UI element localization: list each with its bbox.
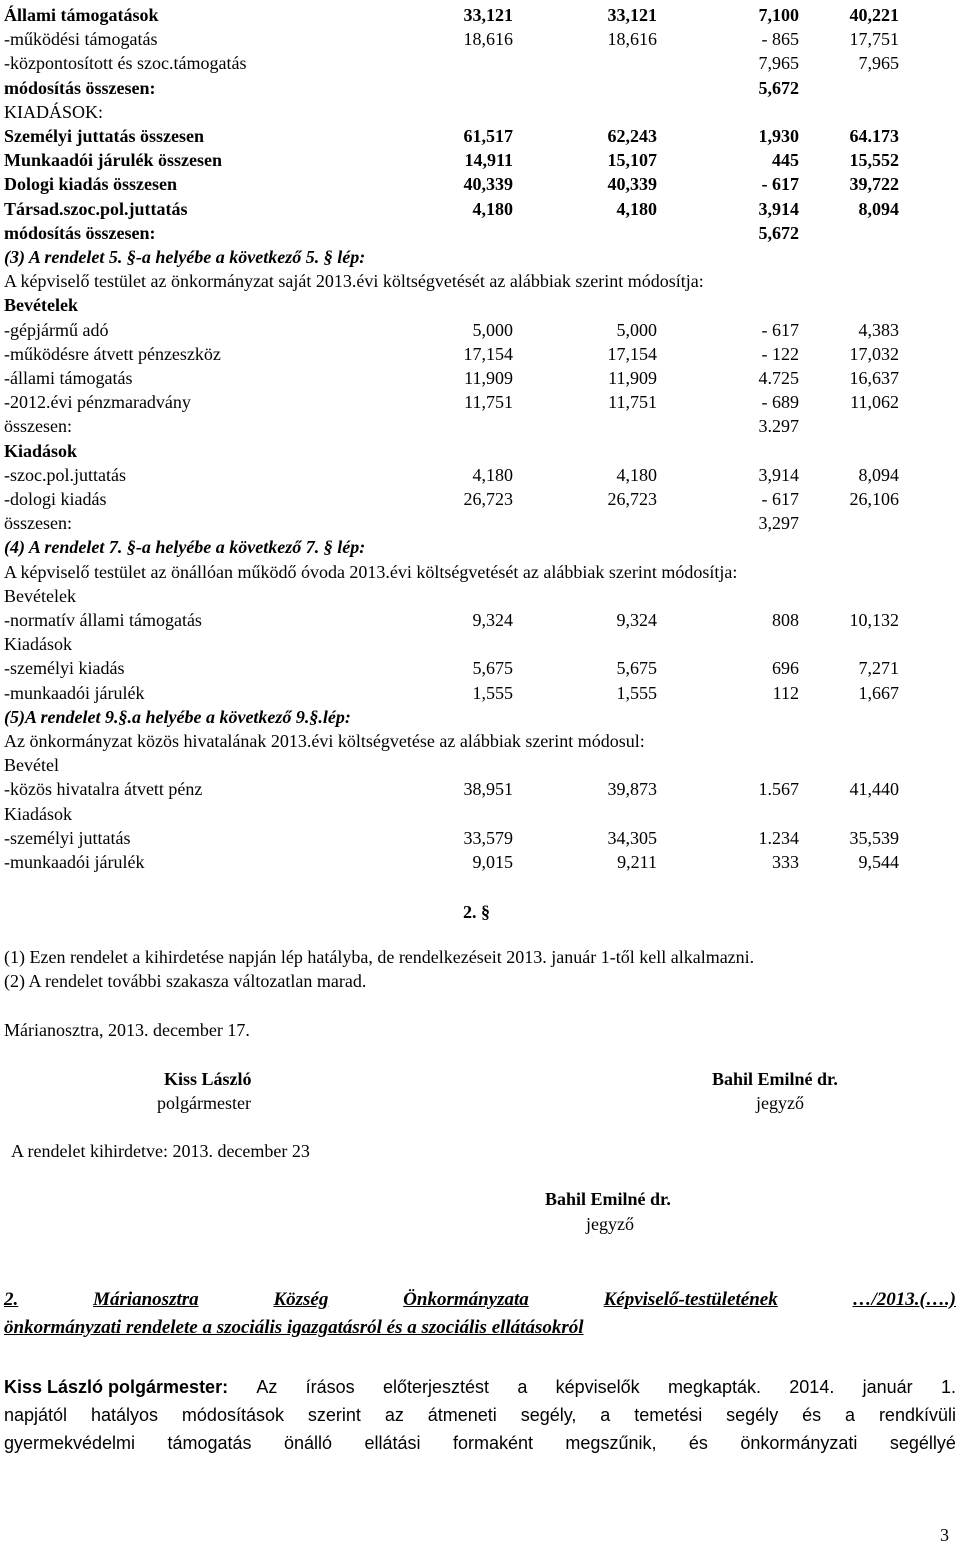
table-row-label: -közös hivatalra átvett pénz [4,779,203,799]
table-row-label: Az önkormányzat közös hivatalának 2013.évi költségvetése az alábbiak szerint módosul: [4,731,645,751]
word: támogatás [167,1433,252,1453]
word: Önkormányzata [403,1289,529,1310]
word: a [845,1405,856,1425]
table-cell-value: 61,517 [463,126,513,146]
table-row-label: A képviselő testület az önállóan működő óvoda 2013.évi költségvetését az alábbiak szerint módosítja: [4,562,738,582]
speech-line3 [4,1433,956,1453]
word: és [802,1405,822,1425]
word: Az [256,1377,278,1397]
table-row-label: -működési támogatás [4,29,158,49]
table-cell-value: 1,555 [472,683,513,703]
word: január [862,1377,913,1397]
table-cell-value: 3.297 [758,416,799,436]
table-row-label: Állami támogatások [4,5,159,25]
page-number: 3 [940,1525,949,1545]
table-cell-value: 7,965 [758,53,799,73]
table-row-label: A képviselő testület az önkormányzat saját 2013.évi költségvetését az alábbiak szerint módosítja: [4,271,704,291]
table-row-label: (4) A rendelet 7. §-a helyébe a következő 7. § lép: [4,537,366,557]
word: napjától [4,1405,68,1425]
word: segély, [520,1405,577,1425]
signature-right-title: jegyző [756,1093,804,1113]
table-row-label: -gépjármű adó [4,320,109,340]
signature2-name: Bahil Emilné dr. [545,1189,671,1209]
table-cell-value: 4,180 [616,465,657,485]
table-cell-value: 1.234 [758,828,799,848]
table-cell-value: 1,555 [616,683,657,703]
paragraph-1: (1) Ezen rendelet a kihirdetése napján lép hatályba, de rendelkezéseit 2013. január 1-től kell alkalmazni. [4,947,755,967]
word: módosítások [181,1405,284,1425]
table-row-label: Kiadások [4,804,72,824]
table-cell-value: 7,100 [758,5,799,25]
table-cell-value: 26,106 [849,489,899,509]
table-cell-value: 1,930 [758,126,799,146]
table-cell-value: 17,032 [849,344,899,364]
table-cell-value: 26,723 [463,489,513,509]
table-cell-value: 5,672 [758,78,799,98]
word: megszűnik, [565,1433,657,1453]
table-cell-value: 1,667 [858,683,899,703]
word: Márianosztra [93,1289,199,1310]
word: a [517,1377,528,1397]
table-cell-value: 17,751 [849,29,899,49]
word: az [384,1405,404,1425]
word: segély [726,1405,779,1425]
table-cell-value: - 865 [761,29,799,49]
word: átmeneti [427,1405,497,1425]
table-row-label: -állami támogatás [4,368,133,388]
table-cell-value: 808 [772,610,799,630]
table-cell-value: 14,911 [464,150,513,170]
word: szerint [307,1405,361,1425]
table-cell-value: 41,440 [849,779,899,799]
word: …/2013.(….) [852,1289,956,1310]
table-cell-value: 4,383 [858,320,899,340]
table-cell-value: 11,062 [850,392,899,412]
table-cell-value: 15,107 [607,150,657,170]
word: Képviselő-testületének [603,1289,778,1310]
table-cell-value: 9,324 [616,610,657,630]
table-row-label: Kiadások [4,634,72,654]
table-row-label: Bevétel [4,755,59,775]
table-cell-value: 5,672 [758,223,799,243]
table-cell-value: 34,305 [607,828,657,848]
table-cell-value: 10,132 [849,610,899,630]
table-cell-value: 11,751 [608,392,657,412]
table-cell-value: - 617 [761,174,799,194]
table-row-label: Személyi juttatás összesen [4,126,204,146]
table-cell-value: 696 [772,658,799,678]
table-cell-value: 4,180 [616,199,657,219]
table-cell-value: 4.725 [758,368,799,388]
word: 2014. [789,1377,835,1397]
table-cell-value: 9,211 [617,852,657,872]
table-cell-value: 18,616 [463,29,513,49]
table-row-label: Társad.szoc.pol.juttatás [4,199,188,219]
table-cell-value: 39,722 [849,174,899,194]
table-cell-value: 39,873 [607,779,657,799]
table-row-label: -dologi kiadás [4,489,107,509]
speech-line2 [4,1405,956,1425]
table-cell-value: 4,180 [472,465,513,485]
table-cell-value: 38,951 [463,779,513,799]
table-row-label: KIADÁSOK: [4,102,103,122]
table-cell-value: 3,914 [758,465,799,485]
word: előterjesztést [382,1377,490,1397]
word: 1. [940,1377,956,1397]
word: 2. [4,1289,19,1310]
table-cell-value: 112 [772,683,799,703]
signature2-title: jegyző [586,1214,634,1234]
table-cell-value: 7,965 [858,53,899,73]
word: és [688,1433,708,1453]
regulation-heading-line1 [4,1290,956,1310]
signature-left-name: Kiss László [164,1069,252,1089]
table-cell-value: 64.173 [849,126,899,146]
table-cell-value: 5,000 [616,320,657,340]
table-row-label: -munkaadói járulék [4,852,145,872]
table-cell-value: - 617 [761,320,799,340]
paragraph-2: (2) A rendelet további szakasza változatlan marad. [4,971,367,991]
table-row-label: Dologi kiadás összesen [4,174,178,194]
table-row-label: Munkaadói járulék összesen [4,150,223,170]
table-row-label: -személyi juttatás [4,828,131,848]
table-row-label: -személyi kiadás [4,658,125,678]
section-mark: 2. § [463,902,490,922]
table-cell-value: 8,094 [858,465,899,485]
table-cell-value: 40,221 [849,5,899,25]
table-cell-value: 16,637 [849,368,899,388]
word: rendkívüli [878,1405,956,1425]
place-date: Márianosztra, 2013. december 17. [4,1020,250,1040]
regulation-heading-line2: önkormányzati rendelete a szociális igazgatásról és a szociális ellátásokról [4,1317,584,1338]
table-cell-value: 445 [772,150,799,170]
table-row-label: -központosított és szoc.támogatás [4,53,247,73]
table-cell-value: 62,243 [607,126,657,146]
table-cell-value: 17,154 [607,344,657,364]
table-cell-value: - 122 [761,344,799,364]
table-cell-value: 35,539 [849,828,899,848]
table-cell-value: 7,271 [858,658,899,678]
table-row-label: Kiadások [4,441,78,461]
table-cell-value: 5,000 [472,320,513,340]
table-cell-value: 3,297 [758,513,799,533]
table-cell-value: 4,180 [472,199,513,219]
table-row-label: -2012.évi pénzmaradvány [4,392,191,412]
table-cell-value: 9,015 [472,852,513,872]
table-cell-value: 5,675 [616,658,657,678]
table-cell-value: 8,094 [858,199,899,219]
word: hatályos [90,1405,159,1425]
table-cell-value: 40,339 [607,174,657,194]
table-cell-value: 3,914 [758,199,799,219]
table-cell-value: 17,154 [463,344,513,364]
word: temetési [634,1405,703,1425]
table-row-label: összesen: [4,416,72,436]
table-cell-value: 26,723 [607,489,657,509]
table-row-label: módosítás összesen: [4,223,156,243]
table-cell-value: 11,909 [464,368,513,388]
word: formaként [452,1433,533,1453]
table-cell-value: 1.567 [758,779,799,799]
word: önálló [283,1433,333,1453]
table-row-label: módosítás összesen: [4,78,156,98]
table-cell-value: 33,121 [463,5,513,25]
word: gyermekvédelmi [4,1433,136,1453]
table-cell-value: 33,121 [607,5,657,25]
table-cell-value: 18,616 [607,29,657,49]
word: a [600,1405,611,1425]
table-cell-value: 11,751 [464,392,513,412]
table-row-label: Bevételek [4,586,76,606]
table-row-label: -normatív állami támogatás [4,610,202,630]
table-row-label: Bevételek [4,295,78,315]
word: segéllyé [889,1433,956,1453]
word: önkormányzati [740,1433,858,1453]
table-row-label: összesen: [4,513,72,533]
table-cell-value: 33,579 [463,828,513,848]
table-row-label: -munkaadói járulék [4,683,145,703]
table-cell-value: - 689 [761,392,799,412]
word: írásos [305,1377,355,1397]
word: Község [273,1289,329,1310]
word: megkapták. [667,1377,761,1397]
table-cell-value: - 617 [761,489,799,509]
signature-left-title: polgármester [157,1093,251,1113]
word: ellátási [364,1433,421,1453]
word: képviselők [555,1377,640,1397]
table-cell-value: 5,675 [472,658,513,678]
table-cell-value: 11,909 [608,368,657,388]
table-cell-value: 9,544 [858,852,899,872]
announcement: A rendelet kihirdetve: 2013. december 23 [11,1141,310,1161]
table-cell-value: 9,324 [472,610,513,630]
table-row-label: (5)A rendelet 9.§.a helyébe a következő 9.§.lép: [4,707,351,727]
table-cell-value: 15,552 [849,150,899,170]
table-row-label: -szoc.pol.juttatás [4,465,126,485]
table-cell-value: 40,339 [463,174,513,194]
speaker-label: Kiss László polgármester: [4,1377,229,1397]
table-row-label: -működésre átvett pénzeszköz [4,344,221,364]
signature-right-name: Bahil Emilné dr. [712,1069,838,1089]
table-row-label: (3) A rendelet 5. §-a helyébe a következő 5. § lép: [4,247,366,267]
speech-line1 [4,1377,956,1397]
table-cell-value: 333 [772,852,799,872]
